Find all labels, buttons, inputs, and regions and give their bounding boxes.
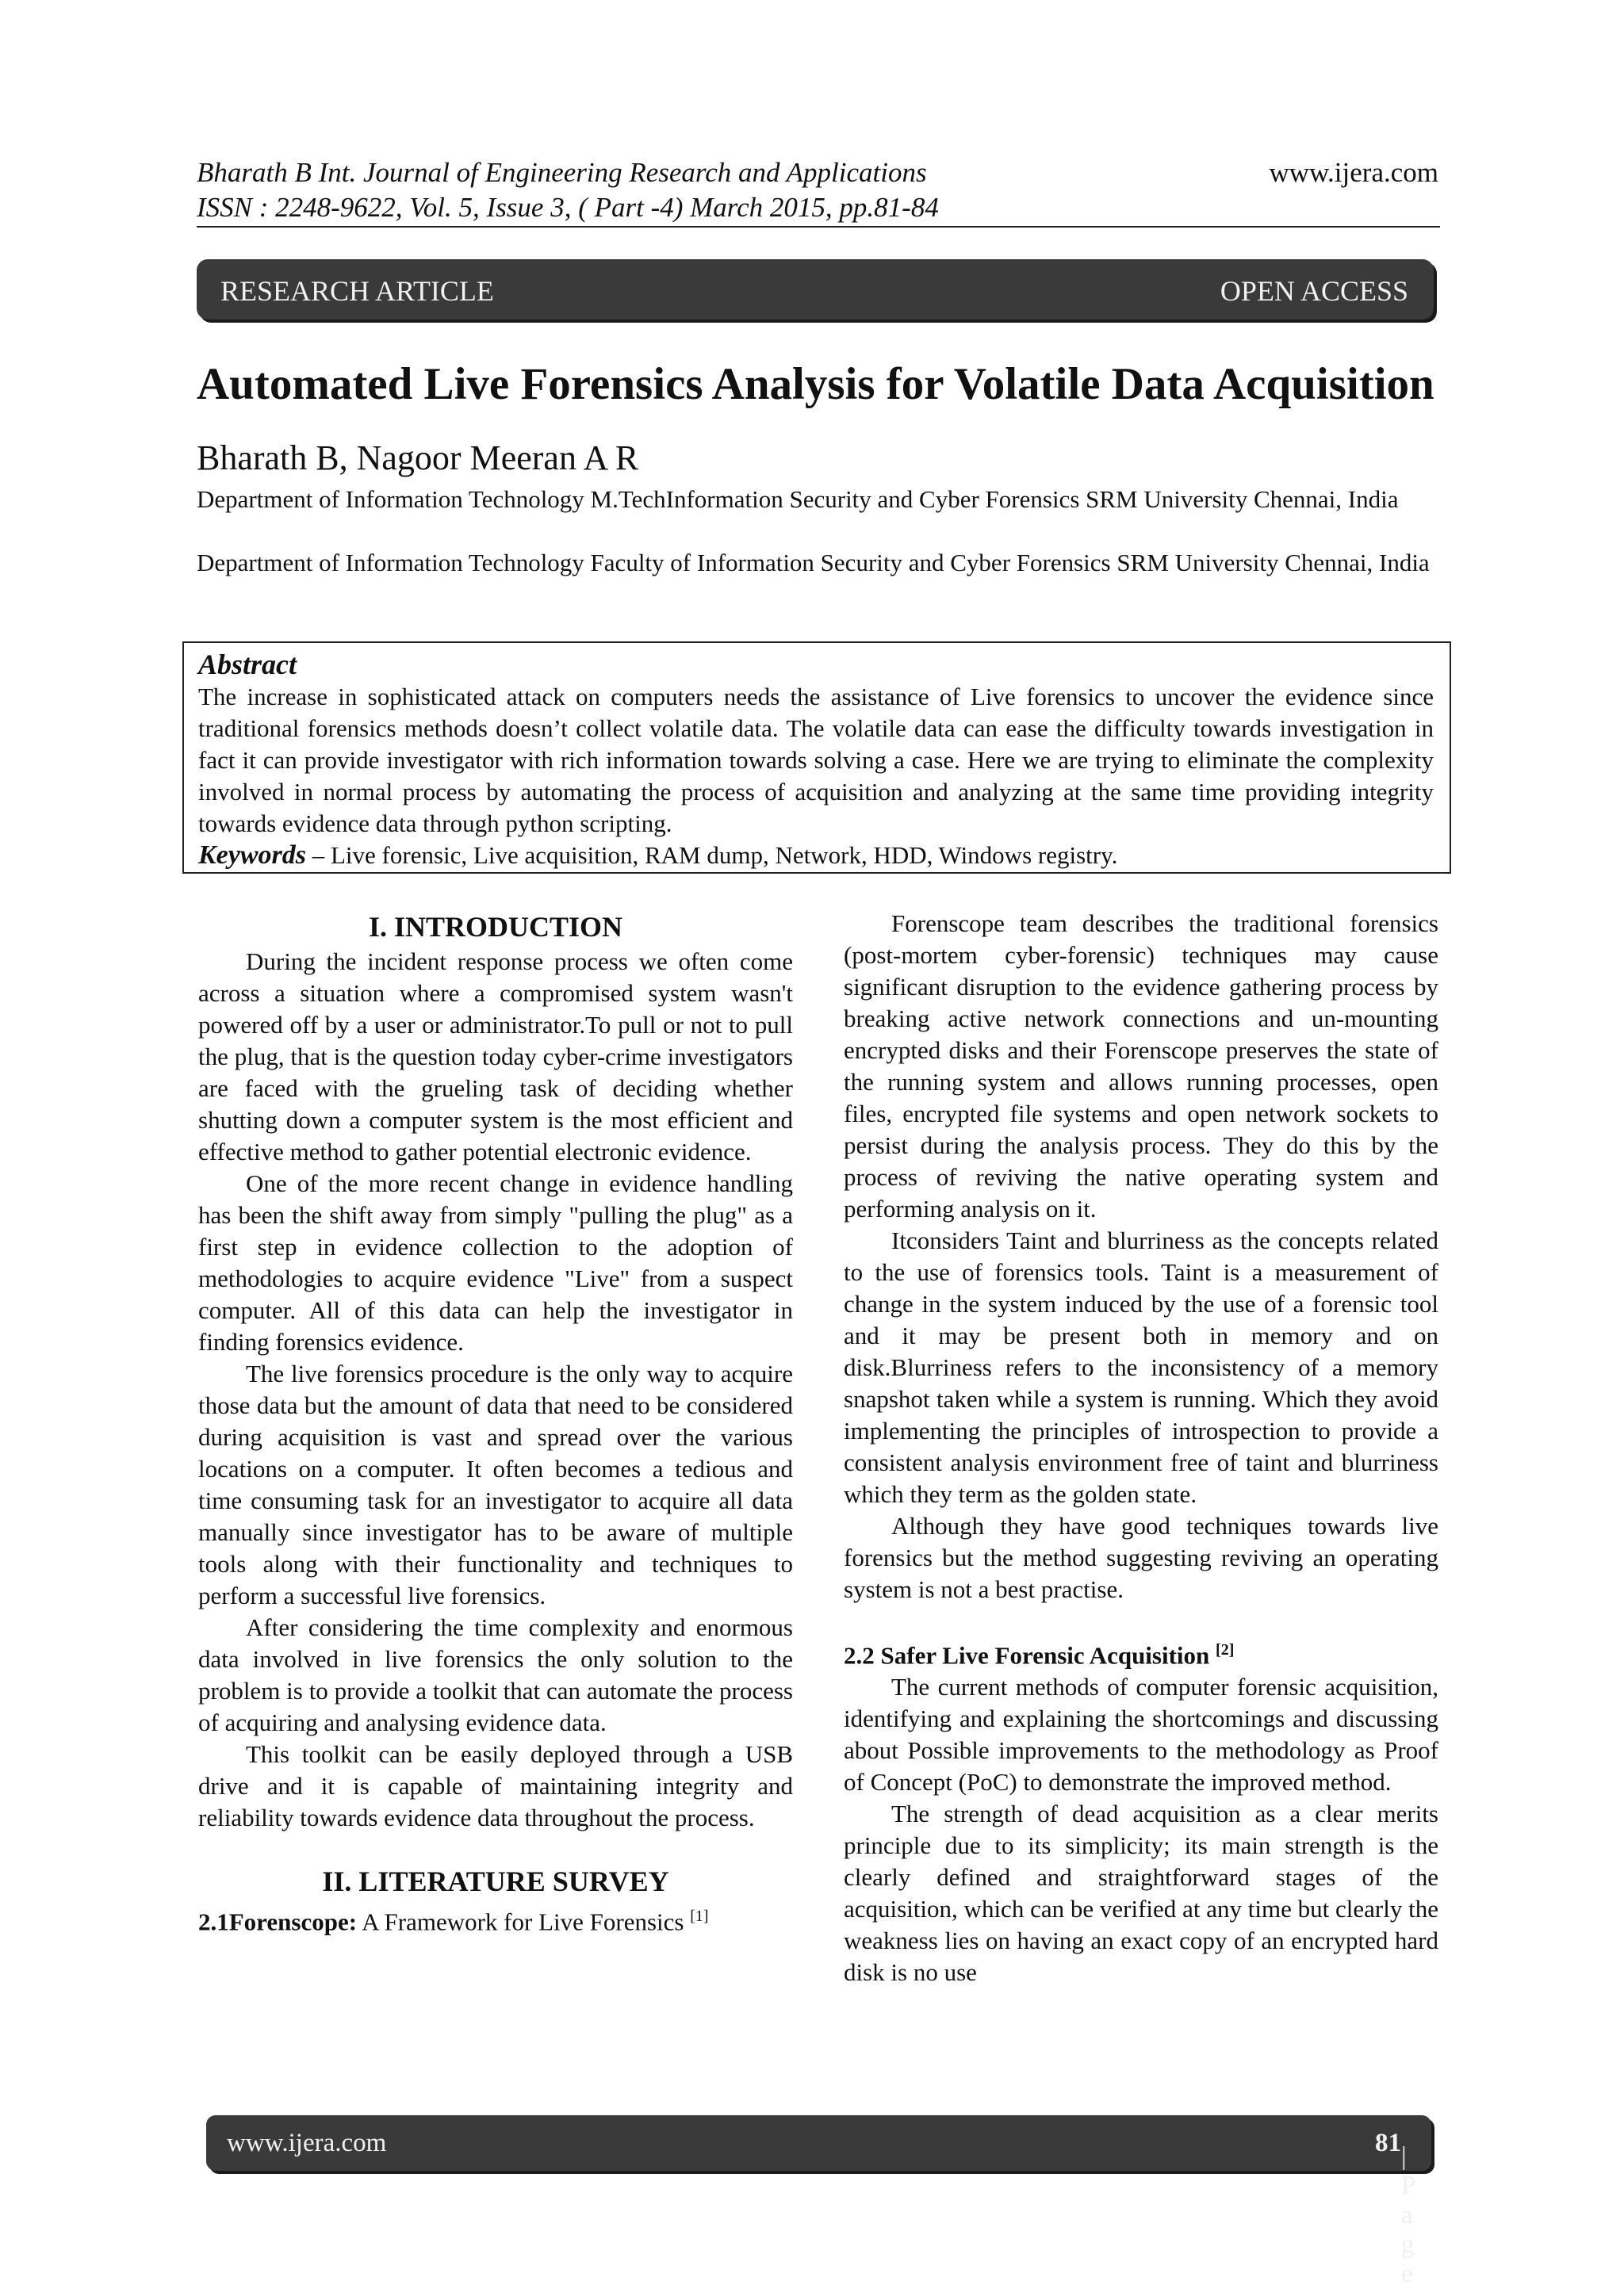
intro-paragraph: One of the more recent change in evidence handling has been the shift away from simply "pulling the plug" as a first step in evidence collection to the adoption of methodologies to acquire evidence "Live" from a suspect computer. All of this data can help the investigator in finding forensics evidence.: [198, 1169, 793, 1356]
body-paragraph: Forenscope team describes the traditional forensics (post-mortem cyber-forensic) techniques may cause significant disruption to the evidence gathering process by breaking active network connections and un-mounting encrypted disks and their Forenscope preserves the state of the running system and allows running processes, open files, encrypted file systems and open network sockets to persist during the analysis process. They do this by the process of reviving the native operating system and performing analysis on it.: [844, 909, 1438, 1223]
literature-survey-heading: II. LITERATURE SURVEY: [322, 1866, 669, 1897]
page-number: [1375, 2129, 1415, 2288]
article-type-banner: [197, 259, 1434, 320]
keywords-text: – Live forensic, Live acquisition, RAM dump, Network, HDD, Windows registry.: [306, 841, 1118, 869]
journal-line: Bharath B Int. Journal of Engineering Research and Applications: [197, 157, 927, 188]
intro-paragraph: The live forensics procedure is the only way to acquire those data but the amount of data that need to be considered during acquisition is vast and spread over the various locations on a computer. It often becomes a tedious and time consuming task for an investigator to acquire all data manually since investigator has to be aware of multiple tools along with their functionality and techniques to perform a successful live forensics.: [198, 1360, 793, 1609]
affiliation-2: Department of Information Technology Faculty of Information Security and Cyber Forensics SRM University Chennai, India: [197, 549, 1430, 576]
intro-paragraph: This toolkit can be easily deployed through a USB drive and it is capable of maintaining integrity and reliability towards evidence data throughout the process.: [198, 1740, 793, 1831]
reference-1-link[interactable]: [1]: [690, 1908, 709, 1925]
abstract-text: The increase in sophisticated attack on computers needs the assistance of Live forensics to uncover the evidence since traditional forensics methods doesn’t collect volatile data. The volatile data can ease the difficulty towards investigation in fact it can provide investigator with rich information towards solving a case. Here we are trying to eliminate the complexity involved in normal process by automating the process of acquisition and analyzing at the same time providing integrity towards evidence data through python scripting.: [198, 683, 1434, 837]
subsection-2-2-heading: [844, 1634, 1438, 1671]
paper-authors: Bharath B, Nagoor Meeran A R: [197, 438, 639, 477]
left-column: [198, 908, 793, 1938]
affiliation-1: Department of Information Technology M.TechInformation Security and Cyber Forensics SRM University Chennai, India: [197, 485, 1399, 513]
subsection-2-2-title: 2.2 Safer Live Forensic Acquisition: [844, 1641, 1216, 1670]
body-paragraph: The strength of dead acquisition as a clear merits principle due to its simplicity; its main strength is the clearly defined and straightforward stages of the acquisition, which can be verified at any time but clearly the weakness lies on having an exact copy of an encrypted hard disk is no use: [844, 1800, 1438, 1987]
abstract-box: [182, 641, 1451, 874]
abstract-heading: Abstract: [198, 649, 297, 680]
intro-paragraph: After considering the time complexity and enormous data involved in live forensics the only solution to the problem is to provide a toolkit that can automate the process of acquiring and analysing evidence data.: [198, 1613, 793, 1736]
footer-website-link[interactable]: www.ijera.com: [227, 2129, 387, 2157]
page-label: | P a g e: [1401, 2142, 1415, 2288]
page-footer: [206, 2115, 1431, 2288]
subsection-2-1-label: 2.1Forenscope:: [198, 1908, 358, 1936]
paper-title: Automated Live Forensics Analysis for Volatile Data Acquisition: [197, 359, 1434, 409]
body-paragraph: Although they have good techniques towards live forensics but the method suggesting reviving an operating system is not a best practise.: [844, 1512, 1438, 1603]
header-website-link[interactable]: www.ijera.com: [1269, 157, 1438, 188]
open-access-label: OPEN ACCESS: [1220, 275, 1408, 307]
page-number-value: 81: [1375, 2129, 1401, 2157]
body-paragraph: Itconsiders Taint and blurriness as the concepts related to the use of forensics tools. Taint is a measurement of change in the system induced by the use of a forensic tool and it may be present both in memory and on disk.Blurriness refers to the inconsistency of a memory snapshot taken while a system is running. Which they avoid implementing the principles of introspection to provide a consistent analysis environment free of taint and blurriness which they term as the golden state.: [844, 1226, 1438, 1508]
issn-line: ISSN : 2248-9622, Vol. 5, Issue 3, ( Part -4) March 2015, pp.81-84: [197, 192, 939, 223]
journal-header: [197, 155, 939, 225]
subsection-2-1-heading: [198, 1900, 793, 1938]
keywords-label: Keywords: [198, 840, 306, 870]
keywords-line: [198, 840, 1434, 871]
subsection-2-1-title: A Framework for Live Forensics: [357, 1908, 691, 1936]
reference-2-link[interactable]: [2]: [1216, 1641, 1235, 1659]
header-divider: [197, 226, 1440, 228]
intro-paragraph: During the incident response process we often come across a situation where a compromised system wasn't powered off by a user or administrator.To pull or not to pull the plug, that is the question today cyber-crime investigators are faced with the grueling task of deciding whether shutting down a computer system is the most efficient and effective method to gather potential electronic evidence.: [198, 947, 793, 1165]
body-paragraph: The current methods of computer forensic acquisition, identifying and explaining the shortcomings and discussing about Possible improvements to the methodology as Proof of Concept (PoC) to demonstrate the improved method.: [844, 1673, 1438, 1797]
research-article-label: RESEARCH ARTICLE: [220, 275, 494, 307]
right-column: [844, 908, 1438, 1988]
introduction-heading: I. INTRODUCTION: [368, 911, 623, 943]
